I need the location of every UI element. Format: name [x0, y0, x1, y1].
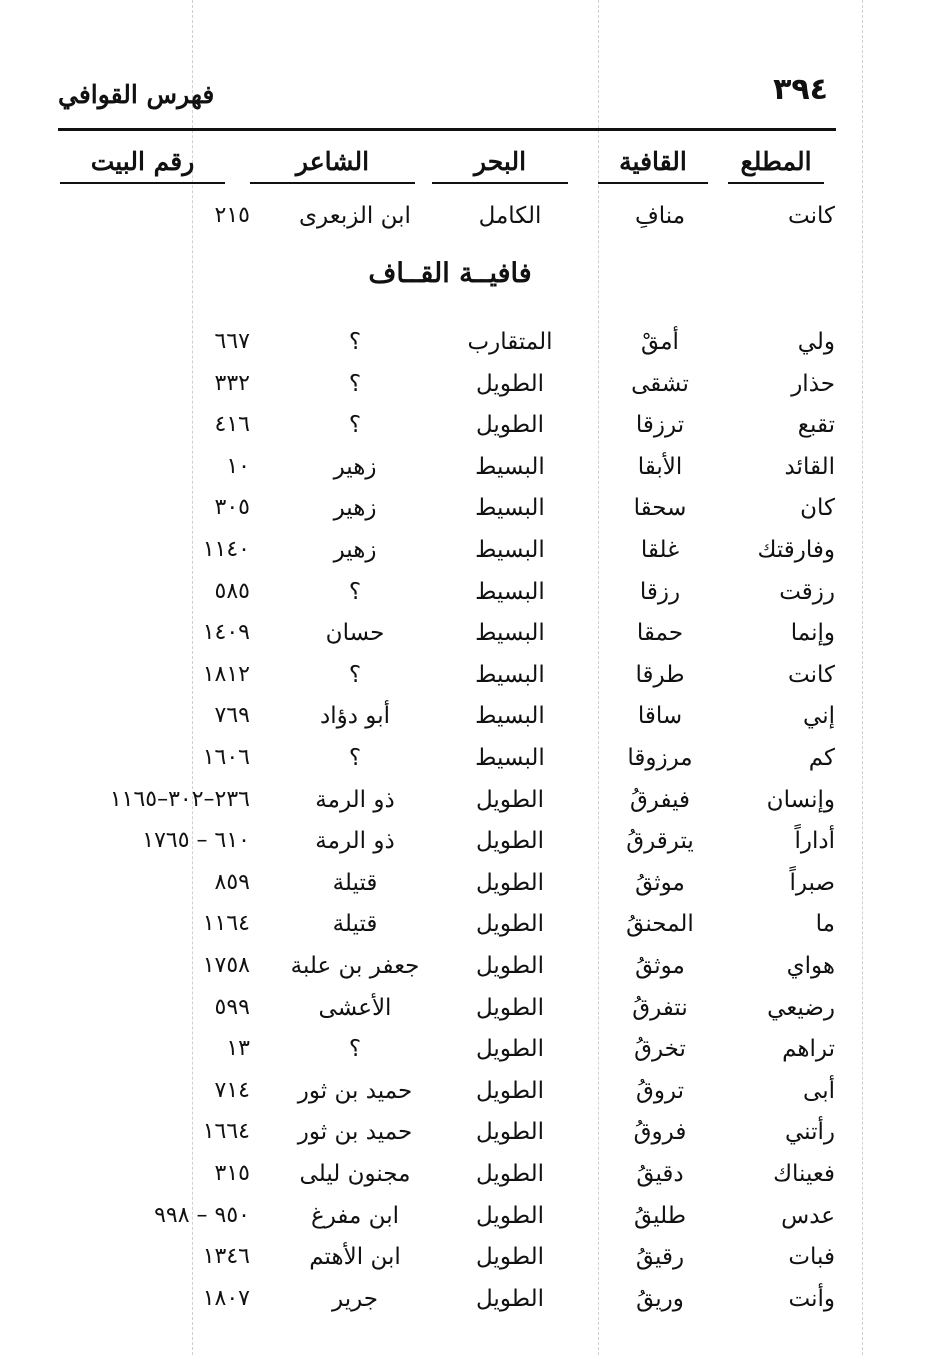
meter-name: البسيط [475, 495, 545, 522]
verse-number: ٩٥٠ – ٩٩٨ [154, 1202, 250, 1228]
poet-name: ؟ [348, 329, 362, 355]
rhyme-word: فيفرقُ [629, 786, 691, 813]
meter-name: الطويل [476, 1285, 544, 1312]
rhyme-word: ساقا [637, 703, 683, 730]
rhyme-word: أمقْ [641, 329, 679, 355]
index-row [0, 821, 930, 861]
poet-name: ابن الأهتم [309, 1244, 401, 1271]
index-row [0, 1196, 930, 1236]
rhyme-word: موثقُ [635, 953, 685, 979]
meter-name: الطويل [476, 1202, 544, 1229]
page-header [58, 70, 836, 131]
opening-word: تقبع [797, 412, 835, 439]
poet-name: مجنون ليلى [299, 1161, 411, 1187]
meter-name: البسيط [475, 703, 545, 730]
poet-name: حميد بن ثور [297, 1119, 413, 1146]
opening-word: صبراً [789, 869, 835, 896]
verse-number: ١٨١٢ [202, 661, 250, 687]
opening-word: حذار [791, 370, 835, 397]
opening-word: فبات [788, 1244, 835, 1271]
poet-name: ؟ [348, 661, 362, 688]
index-row [0, 530, 930, 570]
poet-name: ؟ [348, 1036, 362, 1063]
poet-name: حسان [325, 620, 385, 647]
meter-name: البسيط [475, 578, 545, 605]
verse-number: ٤١٦ [214, 412, 250, 438]
verse-number: ١٨٠٧ [202, 1285, 250, 1311]
opening-word: رضيعي [767, 994, 835, 1021]
rhyme-word: غلقا [640, 537, 680, 563]
index-row [0, 364, 930, 404]
meter-name: الطويل [476, 1036, 544, 1063]
poet-name: ؟ [348, 412, 362, 439]
poet-name: ؟ [348, 370, 362, 397]
poet-name: جرير [332, 1285, 378, 1312]
rhyme-word: نتفرقُ [632, 994, 688, 1021]
rhyme-word: رزقا [639, 578, 681, 605]
poet-name: ذو الرمة [315, 828, 395, 855]
verse-number: ٦٦٧ [214, 329, 250, 354]
meter-name: الطويل [476, 1161, 544, 1187]
poet-name: حميد بن ثور [297, 1077, 413, 1104]
verse-number: ٥٨٥ [214, 578, 250, 604]
verse-number: ٣١٥ [214, 1161, 250, 1186]
rhyme-word: تروقُ [635, 1077, 685, 1104]
meter-name: البسيط [475, 620, 545, 647]
index-row [0, 613, 930, 653]
opening-word: كان [800, 495, 835, 522]
verse-number: ٧٦٩ [214, 703, 250, 729]
opening-word: رأتني [784, 1119, 835, 1146]
opening-word: عدس [781, 1202, 835, 1229]
opening-word: أبى [803, 1077, 835, 1104]
poet-name: ابن مفرغ [311, 1202, 399, 1229]
meter-name: الطويل [476, 1244, 544, 1271]
verse-number: ٣٠٥ [214, 495, 250, 521]
poet-name: ابن الزبعرى [299, 203, 411, 229]
opening-word: كم [808, 745, 835, 771]
index-row [0, 1029, 930, 1069]
opening-word: كانت [788, 203, 835, 229]
opening-word: القائد [784, 453, 835, 480]
index-row [0, 405, 930, 445]
opening-word: وإنما [790, 620, 835, 647]
index-row [0, 946, 930, 986]
opening-word: رزقت [779, 578, 835, 605]
opening-word: ما [815, 911, 835, 938]
rhyme-word: دقيقُ [636, 1161, 684, 1187]
verse-number: ٧١٤ [214, 1077, 250, 1103]
meter-name: الطويل [476, 953, 544, 979]
poet-name: ؟ [348, 578, 362, 605]
index-row [0, 1237, 930, 1277]
opening-word: كانت [788, 661, 835, 688]
opening-word: هواي [786, 953, 835, 979]
rhyme-word: منافِ [634, 203, 686, 229]
poet-name: قتيلة [332, 911, 378, 938]
poet-name: جعفر بن علبة [290, 953, 420, 979]
rhyme-word: رقيقُ [635, 1244, 685, 1271]
rhyme-word: تخرقُ [634, 1036, 686, 1063]
index-row [0, 322, 930, 362]
rhyme-word: فروقُ [633, 1119, 687, 1146]
column-header-rhyme: القافية [598, 140, 708, 184]
meter-name: الطويل [476, 911, 544, 938]
verse-number: ١١٤٠ [202, 537, 250, 562]
verse-number: ١٣٤٦ [202, 1244, 250, 1270]
rhyme-word: يترقرقُ [626, 828, 694, 855]
opening-word: وإنسان [766, 786, 835, 813]
meter-name: البسيط [475, 453, 545, 480]
verse-number: ١٦٦٤ [202, 1119, 250, 1145]
meter-name: المتقارب [467, 329, 553, 355]
index-row [0, 904, 930, 944]
section-heading: فافيــة القــاف [368, 258, 532, 289]
index-row [0, 488, 930, 528]
meter-name: الكامل [478, 203, 542, 229]
index-row [0, 738, 930, 778]
poet-name: أبو دؤاد [320, 703, 390, 730]
verse-number: ١١٦٤ [202, 911, 250, 937]
opening-word: أداراً [794, 828, 835, 855]
verse-number: ١٠ [226, 453, 250, 479]
meter-name: البسيط [475, 537, 545, 563]
page-title: فهرس القوافي [58, 80, 215, 109]
meter-name: الطويل [476, 994, 544, 1021]
verse-number: ٢١٥ [214, 203, 250, 228]
verse-number: ٨٥٩ [214, 869, 250, 895]
index-row [0, 988, 930, 1028]
rhyme-word: موثقُ [635, 869, 685, 896]
meter-name: الطويل [476, 786, 544, 813]
meter-name: الطويل [476, 412, 544, 439]
rhyme-word: وريقُ [636, 1285, 684, 1312]
meter-name: البسيط [475, 745, 545, 771]
index-row [0, 1071, 930, 1111]
poet-name: ؟ [348, 745, 362, 771]
opening-word: ولي [797, 329, 835, 355]
rhyme-word: مرزوقا [627, 745, 693, 771]
poet-name: الأعشى [318, 994, 392, 1021]
index-row [0, 196, 930, 236]
verse-number: ١٦٠٦ [202, 745, 250, 770]
verse-number: ٥٩٩ [214, 994, 250, 1020]
verse-number: ١٧٥٨ [202, 953, 250, 978]
opening-word: وفارقتك [757, 537, 835, 563]
index-row [0, 1279, 930, 1319]
poet-name: زهير [333, 495, 377, 522]
verse-number: ٦١٠ – ١٧٦٥ [142, 828, 250, 854]
meter-name: البسيط [475, 661, 545, 688]
index-row [0, 863, 930, 903]
column-header-meter: البحر [432, 140, 568, 184]
poet-name: زهير [333, 453, 377, 480]
rhyme-word: الأبقا [637, 453, 683, 480]
column-header-opening: المطلع [728, 140, 824, 184]
rhyme-word: تشقى [631, 370, 689, 397]
meter-name: الطويل [476, 869, 544, 896]
opening-word: إني [803, 703, 835, 730]
index-row [0, 1154, 930, 1194]
poet-name: ذو الرمة [315, 786, 395, 813]
column-header-verse-number: رقم البيت [60, 140, 225, 184]
rhyme-word: ترزقا [635, 412, 685, 439]
poet-name: قتيلة [332, 869, 378, 896]
index-row [0, 696, 930, 736]
rhyme-word: طليقُ [633, 1202, 687, 1229]
index-row [0, 655, 930, 695]
opening-word: وأنت [788, 1285, 835, 1312]
rhyme-word: طرقا [635, 661, 685, 688]
rhyme-word: المحنقُ [626, 911, 694, 938]
index-row [0, 572, 930, 612]
meter-name: الطويل [476, 370, 544, 397]
meter-name: الطويل [476, 1077, 544, 1104]
opening-word: فعيناك [773, 1161, 835, 1187]
rhyme-word: سحقا [633, 495, 687, 522]
poet-name: زهير [333, 537, 377, 563]
rhyme-word: حمقا [636, 620, 684, 647]
verse-number: ٢٣٦–٣٠٢–١١٦٥ [109, 786, 250, 812]
meter-name: الطويل [476, 1119, 544, 1146]
verse-number: ١٣ [226, 1036, 250, 1062]
meter-name: الطويل [476, 828, 544, 855]
opening-word: تراهم [782, 1036, 835, 1063]
verse-number: ٣٣٢ [214, 370, 250, 396]
verse-number: ١٤٠٩ [202, 620, 250, 646]
page-number: ٣٩٤ [773, 72, 828, 107]
index-row [0, 1112, 930, 1152]
index-row [0, 447, 930, 487]
index-row [0, 780, 930, 820]
column-header-poet: الشاعر [250, 140, 415, 184]
